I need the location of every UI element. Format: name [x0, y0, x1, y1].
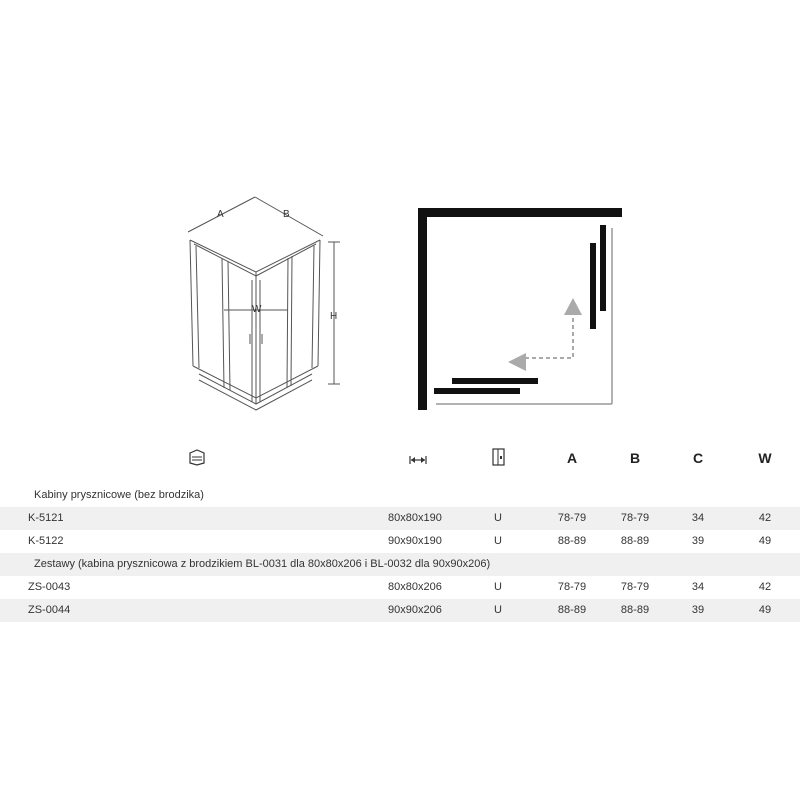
product-code: K-5122: [28, 535, 64, 547]
product-size: 90x90x190: [388, 535, 442, 547]
product-table: [0, 484, 800, 622]
top-view-plan-drawing: [418, 208, 622, 410]
section-title: Kabiny prysznicowe (bez brodzika): [34, 489, 204, 501]
door-type: U: [494, 512, 502, 524]
dimension-label-h: H: [330, 311, 338, 322]
dimension-label-w: W: [252, 304, 262, 315]
value-w: 42: [758, 581, 772, 593]
product-code: ZS-0043: [28, 581, 71, 593]
value-w: 42: [758, 512, 772, 524]
dimension-label-a: A: [217, 209, 224, 220]
column-header-w: W: [758, 450, 772, 466]
column-header-c: C: [692, 450, 704, 466]
value-b: 88-89: [620, 535, 650, 547]
section-title: Zestawy (kabina prysznicowa z brodzikiem BL-0031 dla 80x80x206 i BL-0032 dla 90x90x206): [34, 558, 491, 570]
value-w: 49: [758, 604, 772, 616]
door-type: U: [494, 604, 502, 616]
value-b: 88-89: [620, 604, 650, 616]
section-title-row: [0, 553, 800, 576]
table-row: [0, 530, 800, 553]
isometric-cabin-drawing: [188, 197, 340, 410]
product-code: K-5121: [28, 512, 64, 524]
door-icon: [492, 448, 506, 471]
dimension-label-b: B: [283, 209, 290, 220]
product-size: 80x80x206: [388, 581, 442, 593]
table-header: [0, 440, 800, 480]
value-a: 78-79: [557, 581, 587, 593]
shower-cabin-icon: [188, 448, 206, 471]
value-a: 88-89: [557, 604, 587, 616]
product-size: 80x80x190: [388, 512, 442, 524]
value-c: 34: [691, 512, 705, 524]
value-c: 39: [691, 535, 705, 547]
column-header-b: B: [629, 450, 641, 466]
width-arrows-icon: [409, 453, 427, 471]
table-row: [0, 507, 800, 530]
value-c: 34: [691, 581, 705, 593]
section-title-row: [0, 484, 800, 507]
door-type: U: [494, 535, 502, 547]
value-b: 78-79: [620, 512, 650, 524]
door-type: U: [494, 581, 502, 593]
value-w: 49: [758, 535, 772, 547]
value-b: 78-79: [620, 581, 650, 593]
value-a: 88-89: [557, 535, 587, 547]
product-size: 90x90x206: [388, 604, 442, 616]
table-row: [0, 599, 800, 622]
table-row: [0, 576, 800, 599]
value-c: 39: [691, 604, 705, 616]
column-header-a: A: [566, 450, 578, 466]
value-a: 78-79: [557, 512, 587, 524]
product-code: ZS-0044: [28, 604, 71, 616]
